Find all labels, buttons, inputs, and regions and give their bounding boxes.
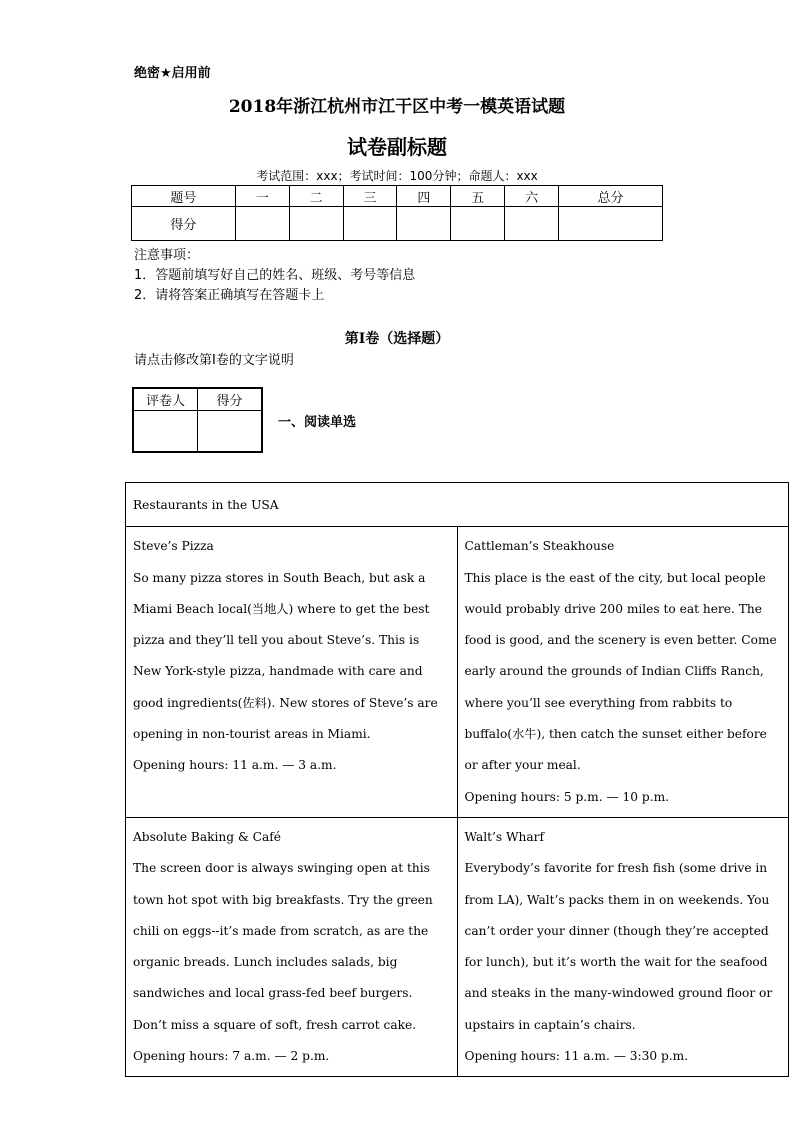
reading-heading-row xyxy=(126,483,789,527)
score-table-header-row xyxy=(132,186,663,207)
grader-reviewer-label: 评卷人 xyxy=(133,388,198,411)
restaurant-cell xyxy=(126,527,458,818)
score-cell xyxy=(235,207,289,241)
grader-table xyxy=(132,387,263,453)
score-cell xyxy=(505,207,559,241)
notes-item: 2．请将答案正确填写在答题卡上 xyxy=(134,288,325,303)
restaurant-description: Everybody’s favorite for fresh fish (some drive in from LA), Walt’s packs them in on weekends. You can’t order your dinner (though they’re accepted for lunch), but it’s worth the wait for the seafood and steaks in the many-windowed ground floor or upstairs in captain’s chairs. xyxy=(464,861,773,1032)
reading-row xyxy=(126,527,789,818)
score-table-column: 一 xyxy=(235,186,289,207)
score-cell xyxy=(343,207,397,241)
score-table-row-label: 得分 xyxy=(132,207,236,241)
reading-row xyxy=(126,817,789,1076)
grader-header-row xyxy=(133,388,262,411)
grader-score-label: 得分 xyxy=(198,388,263,411)
score-table-column: 五 xyxy=(451,186,505,207)
score-cell xyxy=(451,207,505,241)
score-table-column: 二 xyxy=(289,186,343,207)
notes-item: 1．答题前填写好自己的姓名、班级、考号等信息 xyxy=(134,268,416,283)
restaurant-description: The screen door is always swinging open at this town hot spot with big breakfasts. Try the green chili on eggs--it’s made from scratch, as are the organic breads. Lunch includes salads, big sandwiches and local grass-fed beef burgers. Don’t miss a square of soft, fresh carrot cake. xyxy=(133,861,433,1032)
score-table-row-label: 题号 xyxy=(132,186,236,207)
score-cell xyxy=(289,207,343,241)
score-table-column: 六 xyxy=(505,186,559,207)
restaurant-description: So many pizza stores in South Beach, but ask a Miami Beach local(当地人) where to get the best pizza and they’ll tell you about Steve’s. This is New York-style pizza, handmade with care and good ingredients(佐料). New stores of Steve’s are opening in non-tourist areas in Miami. xyxy=(133,570,438,742)
score-table xyxy=(131,185,663,241)
restaurant-hours: Opening hours: 11 a.m. — 3:30 p.m. xyxy=(464,1049,689,1064)
score-table-column: 总分 xyxy=(559,186,663,207)
reading-heading: Restaurants in the USA xyxy=(126,483,789,527)
part-title: 第I卷（选择题） xyxy=(344,331,450,347)
restaurant-name: Cattleman’s Steakhouse xyxy=(464,539,615,554)
score-cell xyxy=(397,207,451,241)
restaurant-name: Absolute Baking & Café xyxy=(133,829,281,844)
notes-heading: 注意事项： xyxy=(134,248,200,263)
restaurant-name: Steve’s Pizza xyxy=(133,539,214,554)
confidential-label: 绝密★启用前 xyxy=(134,66,211,81)
exam-title: 2018年浙江杭州市江干区中考一模英语试题 xyxy=(228,97,566,117)
grader-blank-row xyxy=(133,411,262,453)
reading-table xyxy=(125,482,789,1077)
grader-reviewer-cell xyxy=(133,411,198,453)
restaurant-cell xyxy=(126,817,458,1076)
restaurant-cell xyxy=(457,817,789,1076)
restaurant-hours: Opening hours: 11 a.m. — 3 a.m. xyxy=(133,758,337,773)
restaurant-description: This place is the east of the city, but local people would probably drive 200 miles to eat here. The food is good, and the scenery is even better. Come early around the grounds of Indian Cliffs Ranch, where you’ll see everything from rabbits to buffalo(水牛), then catch the sunset either before or after your meal. xyxy=(464,570,777,773)
score-table-score-row xyxy=(132,207,663,241)
exam-subtitle: 试卷副标题 xyxy=(347,135,447,159)
part-description: 请点击修改第I卷的文字说明 xyxy=(134,353,294,368)
restaurant-cell xyxy=(457,527,789,818)
score-table-column: 三 xyxy=(343,186,397,207)
exam-info: 考试范围：xxx；考试时间：100分钟；命题人：xxx xyxy=(256,169,538,183)
restaurant-hours: Opening hours: 7 a.m. — 2 p.m. xyxy=(133,1049,330,1064)
score-cell xyxy=(559,207,663,241)
grader-score-cell xyxy=(198,411,263,453)
restaurant-name: Walt’s Wharf xyxy=(464,829,545,844)
score-table-column: 四 xyxy=(397,186,451,207)
section-title: 一、阅读单选 xyxy=(278,415,357,430)
restaurant-hours: Opening hours: 5 p.m. — 10 p.m. xyxy=(464,789,670,804)
notes xyxy=(134,246,415,306)
